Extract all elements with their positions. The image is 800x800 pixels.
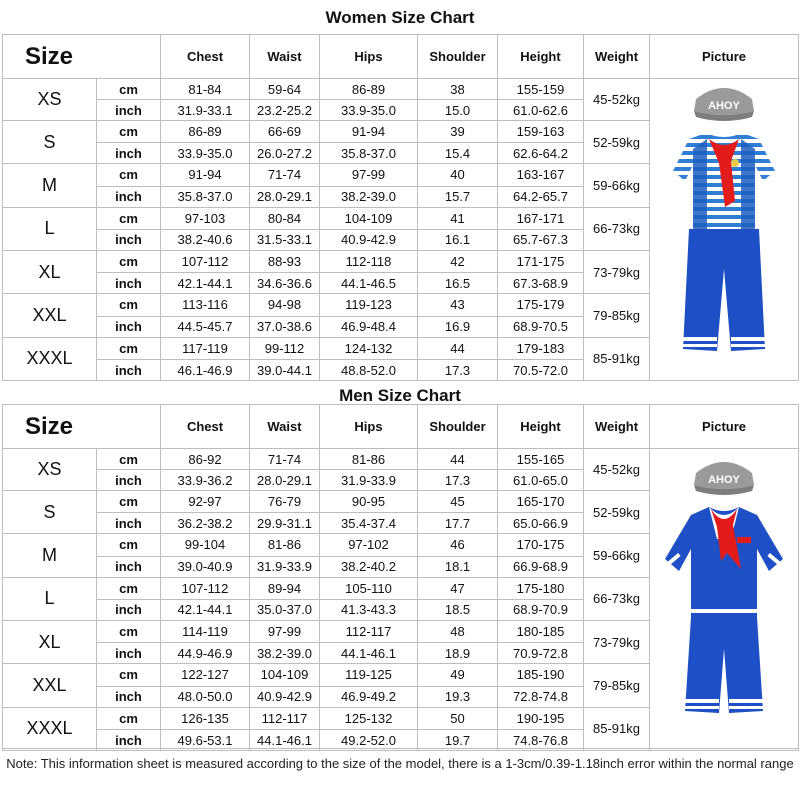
measurement-cell: 81-84 bbox=[161, 79, 250, 100]
size-header: Size bbox=[3, 35, 161, 79]
men-size-chart-title: Men Size Chart bbox=[339, 386, 461, 405]
men-costume-image bbox=[651, 449, 797, 747]
measurement-cell: 94-98 bbox=[250, 294, 320, 316]
weight-cell: 79-85kg bbox=[584, 294, 650, 337]
unit-label: cm bbox=[97, 620, 161, 642]
measurement-cell: 35.8-37.0 bbox=[320, 143, 418, 164]
unit-label: inch bbox=[97, 360, 161, 381]
weight-cell: 45-52kg bbox=[584, 79, 650, 121]
table-row bbox=[3, 79, 799, 100]
measurement-cell: 185-190 bbox=[498, 664, 584, 686]
blue-shorts-icon bbox=[683, 229, 765, 351]
blue-shorts-icon bbox=[685, 617, 763, 713]
measurement-cell: 47 bbox=[418, 577, 498, 599]
weight-cell: 52-59kg bbox=[584, 121, 650, 164]
measurement-cell: 190-195 bbox=[498, 707, 584, 729]
measurement-cell: 44.9-46.9 bbox=[161, 643, 250, 664]
hips-header: Hips bbox=[320, 405, 418, 449]
weight-header: Weight bbox=[584, 405, 650, 449]
measurement-cell: 44 bbox=[418, 449, 498, 470]
measurement-cell: 112-117 bbox=[320, 620, 418, 642]
measurement-cell: 86-89 bbox=[320, 79, 418, 100]
waist-header: Waist bbox=[250, 35, 320, 79]
measurement-cell: 16.9 bbox=[418, 316, 498, 337]
measurement-cell: 97-99 bbox=[250, 620, 320, 642]
measurement-cell: 165-170 bbox=[498, 491, 584, 513]
size-label: M bbox=[3, 164, 97, 207]
picture-cell bbox=[650, 449, 799, 751]
measurement-cell: 107-112 bbox=[161, 577, 250, 599]
measurement-cell: 35.0-37.0 bbox=[250, 599, 320, 620]
measurement-cell: 44.1-46.5 bbox=[320, 273, 418, 294]
unit-label: inch bbox=[97, 470, 161, 491]
shoulder-header: Shoulder bbox=[418, 35, 498, 79]
height-header: Height bbox=[498, 405, 584, 449]
measurement-cell: 175-179 bbox=[498, 294, 584, 316]
measurement-cell: 15.7 bbox=[418, 186, 498, 207]
unit-label: inch bbox=[97, 556, 161, 577]
measurement-cell: 34.6-36.6 bbox=[250, 273, 320, 294]
measurement-cell: 46.9-49.2 bbox=[320, 686, 418, 707]
measurement-cell: 99-104 bbox=[161, 534, 250, 556]
measurement-cell: 59-64 bbox=[250, 79, 320, 100]
measurement-cell: 33.9-35.0 bbox=[320, 100, 418, 121]
measurement-cell: 39 bbox=[418, 121, 498, 143]
measurement-cell: 50 bbox=[418, 707, 498, 729]
weight-cell: 66-73kg bbox=[584, 207, 650, 250]
measurement-cell: 44.1-46.1 bbox=[320, 643, 418, 664]
measurement-cell: 66-69 bbox=[250, 121, 320, 143]
measurement-cell: 71-74 bbox=[250, 164, 320, 186]
measurement-cell: 33.9-36.2 bbox=[161, 470, 250, 491]
weight-cell: 73-79kg bbox=[584, 250, 650, 293]
measurement-cell: 97-103 bbox=[161, 207, 250, 229]
measurement-cell: 40.9-42.9 bbox=[250, 686, 320, 707]
picture-header: Picture bbox=[650, 35, 799, 79]
measurement-cell: 36.2-38.2 bbox=[161, 513, 250, 534]
chest-header: Chest bbox=[161, 35, 250, 79]
measurement-cell: 179-183 bbox=[498, 337, 584, 359]
measurement-cell: 49.2-52.0 bbox=[320, 730, 418, 751]
unit-label: inch bbox=[97, 186, 161, 207]
measurement-cell: 155-165 bbox=[498, 449, 584, 470]
sailor-shirt-icon bbox=[665, 507, 783, 617]
measurement-cell: 44 bbox=[418, 337, 498, 359]
measurement-cell: 97-102 bbox=[320, 534, 418, 556]
unit-label: cm bbox=[97, 164, 161, 186]
measurement-cell: 76-79 bbox=[250, 491, 320, 513]
unit-label: cm bbox=[97, 664, 161, 686]
measurement-cell: 49.6-53.1 bbox=[161, 730, 250, 751]
measurement-cell: 26.0-27.2 bbox=[250, 143, 320, 164]
measurement-cell: 65.7-67.3 bbox=[498, 229, 584, 250]
unit-label: cm bbox=[97, 294, 161, 316]
measurement-cell: 61.0-65.0 bbox=[498, 470, 584, 491]
size-label: XXXL bbox=[3, 707, 97, 750]
unit-label: inch bbox=[97, 273, 161, 294]
measurement-note: Note: This information sheet is measured according to the size of the model, there is a 1-3cm/0.39-1.18inch error within the normal range bbox=[2, 748, 798, 798]
measurement-cell: 31.9-33.1 bbox=[161, 100, 250, 121]
measurement-cell: 91-94 bbox=[320, 121, 418, 143]
unit-label: inch bbox=[97, 686, 161, 707]
measurement-cell: 167-171 bbox=[498, 207, 584, 229]
size-label: XXL bbox=[3, 294, 97, 337]
weight-cell: 59-66kg bbox=[584, 534, 650, 577]
measurement-cell: 91-94 bbox=[161, 164, 250, 186]
measurement-cell: 35.4-37.4 bbox=[320, 513, 418, 534]
unit-label: inch bbox=[97, 143, 161, 164]
sailor-hat-icon bbox=[694, 88, 754, 121]
size-header: Size bbox=[3, 405, 161, 449]
measurement-cell: 155-159 bbox=[498, 79, 584, 100]
measurement-cell: 62.6-64.2 bbox=[498, 143, 584, 164]
men-size-table bbox=[2, 404, 799, 751]
measurement-cell: 19.3 bbox=[418, 686, 498, 707]
weight-cell: 85-91kg bbox=[584, 337, 650, 380]
height-header: Height bbox=[498, 35, 584, 79]
measurement-cell: 71-74 bbox=[250, 449, 320, 470]
size-label: XXXL bbox=[3, 337, 97, 380]
measurement-cell: 48.0-50.0 bbox=[161, 686, 250, 707]
measurement-cell: 175-180 bbox=[498, 577, 584, 599]
measurement-cell: 81-86 bbox=[250, 534, 320, 556]
weight-cell: 66-73kg bbox=[584, 577, 650, 620]
measurement-cell: 39.0-40.9 bbox=[161, 556, 250, 577]
unit-label: cm bbox=[97, 577, 161, 599]
unit-label: inch bbox=[97, 513, 161, 534]
measurement-cell: 38.2-39.0 bbox=[250, 643, 320, 664]
measurement-cell: 88-93 bbox=[250, 250, 320, 272]
unit-label: cm bbox=[97, 491, 161, 513]
weight-cell: 73-79kg bbox=[584, 620, 650, 663]
measurement-cell: 17.3 bbox=[418, 470, 498, 491]
measurement-cell: 33.9-35.0 bbox=[161, 143, 250, 164]
waist-header: Waist bbox=[250, 405, 320, 449]
measurement-cell: 92-97 bbox=[161, 491, 250, 513]
measurement-cell: 112-117 bbox=[250, 707, 320, 729]
measurement-cell: 86-89 bbox=[161, 121, 250, 143]
measurement-cell: 18.5 bbox=[418, 599, 498, 620]
women-costume-image bbox=[651, 79, 797, 377]
measurement-cell: 68.9-70.5 bbox=[498, 316, 584, 337]
shoulder-header: Shoulder bbox=[418, 405, 498, 449]
measurement-cell: 46.9-48.4 bbox=[320, 316, 418, 337]
women-size-table bbox=[2, 34, 799, 381]
unit-label: cm bbox=[97, 534, 161, 556]
measurement-cell: 72.8-74.8 bbox=[498, 686, 584, 707]
measurement-cell: 48 bbox=[418, 620, 498, 642]
striped-shirt-icon bbox=[673, 133, 775, 229]
measurement-cell: 28.0-29.1 bbox=[250, 470, 320, 491]
measurement-cell: 70.9-72.8 bbox=[498, 643, 584, 664]
measurement-cell: 163-167 bbox=[498, 164, 584, 186]
measurement-cell: 119-123 bbox=[320, 294, 418, 316]
measurement-cell: 16.1 bbox=[418, 229, 498, 250]
measurement-cell: 66.9-68.9 bbox=[498, 556, 584, 577]
measurement-cell: 48.8-52.0 bbox=[320, 360, 418, 381]
measurement-cell: 86-92 bbox=[161, 449, 250, 470]
measurement-cell: 46.1-46.9 bbox=[161, 360, 250, 381]
measurement-cell: 105-110 bbox=[320, 577, 418, 599]
measurement-cell: 45 bbox=[418, 491, 498, 513]
measurement-cell: 112-118 bbox=[320, 250, 418, 272]
weight-cell: 85-91kg bbox=[584, 707, 650, 750]
measurement-cell: 15.0 bbox=[418, 100, 498, 121]
measurement-cell: 43 bbox=[418, 294, 498, 316]
size-label: XL bbox=[3, 250, 97, 293]
measurement-cell: 42.1-44.1 bbox=[161, 599, 250, 620]
weight-cell: 45-52kg bbox=[584, 449, 650, 491]
unit-label: cm bbox=[97, 121, 161, 143]
measurement-cell: 104-109 bbox=[320, 207, 418, 229]
measurement-cell: 16.5 bbox=[418, 273, 498, 294]
measurement-cell: 15.4 bbox=[418, 143, 498, 164]
unit-label: inch bbox=[97, 730, 161, 751]
hips-header: Hips bbox=[320, 35, 418, 79]
table-row bbox=[3, 449, 799, 470]
size-label: S bbox=[3, 491, 97, 534]
measurement-cell: 126-135 bbox=[161, 707, 250, 729]
unit-label: cm bbox=[97, 707, 161, 729]
unit-label: inch bbox=[97, 316, 161, 337]
measurement-cell: 68.9-70.9 bbox=[498, 599, 584, 620]
size-label: XS bbox=[3, 449, 97, 491]
measurement-cell: 124-132 bbox=[320, 337, 418, 359]
measurement-cell: 113-116 bbox=[161, 294, 250, 316]
size-label: L bbox=[3, 207, 97, 250]
measurement-cell: 39.0-44.1 bbox=[250, 360, 320, 381]
size-label: L bbox=[3, 577, 97, 620]
unit-label: inch bbox=[97, 643, 161, 664]
unit-label: inch bbox=[97, 100, 161, 121]
measurement-cell: 49 bbox=[418, 664, 498, 686]
measurement-cell: 97-99 bbox=[320, 164, 418, 186]
measurement-cell: 40.9-42.9 bbox=[320, 229, 418, 250]
measurement-cell: 117-119 bbox=[161, 337, 250, 359]
measurement-cell: 38.2-39.0 bbox=[320, 186, 418, 207]
measurement-cell: 46 bbox=[418, 534, 498, 556]
measurement-cell: 29.9-31.1 bbox=[250, 513, 320, 534]
measurement-cell: 125-132 bbox=[320, 707, 418, 729]
measurement-cell: 28.0-29.1 bbox=[250, 186, 320, 207]
measurement-cell: 18.1 bbox=[418, 556, 498, 577]
size-label: XS bbox=[3, 79, 97, 121]
unit-label: cm bbox=[97, 207, 161, 229]
measurement-cell: 38 bbox=[418, 79, 498, 100]
measurement-cell: 42.1-44.1 bbox=[161, 273, 250, 294]
chest-header: Chest bbox=[161, 405, 250, 449]
measurement-cell: 89-94 bbox=[250, 577, 320, 599]
measurement-cell: 23.2-25.2 bbox=[250, 100, 320, 121]
women-size-chart-title: Women Size Chart bbox=[325, 8, 475, 27]
measurement-cell: 42 bbox=[418, 250, 498, 272]
measurement-cell: 159-163 bbox=[498, 121, 584, 143]
measurement-cell: 31.9-33.9 bbox=[320, 470, 418, 491]
measurement-cell: 31.5-33.1 bbox=[250, 229, 320, 250]
measurement-cell: 67.3-68.9 bbox=[498, 273, 584, 294]
unit-label: cm bbox=[97, 79, 161, 100]
weight-cell: 52-59kg bbox=[584, 491, 650, 534]
measurement-cell: 37.0-38.6 bbox=[250, 316, 320, 337]
size-label: XXL bbox=[3, 664, 97, 707]
measurement-cell: 180-185 bbox=[498, 620, 584, 642]
measurement-cell: 64.2-65.7 bbox=[498, 186, 584, 207]
size-label: XL bbox=[3, 620, 97, 663]
measurement-cell: 107-112 bbox=[161, 250, 250, 272]
measurement-cell: 38.2-40.2 bbox=[320, 556, 418, 577]
measurement-cell: 17.7 bbox=[418, 513, 498, 534]
weight-cell: 59-66kg bbox=[584, 164, 650, 207]
picture-header: Picture bbox=[650, 405, 799, 449]
unit-label: cm bbox=[97, 337, 161, 359]
measurement-cell: 41.3-43.3 bbox=[320, 599, 418, 620]
measurement-cell: 171-175 bbox=[498, 250, 584, 272]
measurement-cell: 17.3 bbox=[418, 360, 498, 381]
measurement-cell: 104-109 bbox=[250, 664, 320, 686]
measurement-cell: 74.8-76.8 bbox=[498, 730, 584, 751]
unit-label: cm bbox=[97, 250, 161, 272]
svg-text:AHOY: AHOY bbox=[708, 100, 740, 112]
measurement-cell: 35.8-37.0 bbox=[161, 186, 250, 207]
measurement-cell: 170-175 bbox=[498, 534, 584, 556]
measurement-cell: 90-95 bbox=[320, 491, 418, 513]
svg-text:AHOY: AHOY bbox=[708, 474, 740, 486]
measurement-cell: 40 bbox=[418, 164, 498, 186]
measurement-cell: 99-112 bbox=[250, 337, 320, 359]
size-label: S bbox=[3, 121, 97, 164]
measurement-cell: 61.0-62.6 bbox=[498, 100, 584, 121]
measurement-cell: 38.2-40.6 bbox=[161, 229, 250, 250]
measurement-cell: 114-119 bbox=[161, 620, 250, 642]
measurement-cell: 122-127 bbox=[161, 664, 250, 686]
measurement-cell: 19.7 bbox=[418, 730, 498, 751]
measurement-cell: 44.1-46.1 bbox=[250, 730, 320, 751]
unit-label: inch bbox=[97, 229, 161, 250]
sailor-hat-icon bbox=[694, 462, 754, 495]
measurement-cell: 70.5-72.0 bbox=[498, 360, 584, 381]
unit-label: cm bbox=[97, 449, 161, 470]
measurement-cell: 31.9-33.9 bbox=[250, 556, 320, 577]
measurement-cell: 65.0-66.9 bbox=[498, 513, 584, 534]
measurement-cell: 119-125 bbox=[320, 664, 418, 686]
size-label: M bbox=[3, 534, 97, 577]
measurement-cell: 18.9 bbox=[418, 643, 498, 664]
measurement-cell: 81-86 bbox=[320, 449, 418, 470]
measurement-cell: 80-84 bbox=[250, 207, 320, 229]
weight-header: Weight bbox=[584, 35, 650, 79]
measurement-cell: 41 bbox=[418, 207, 498, 229]
measurement-cell: 44.5-45.7 bbox=[161, 316, 250, 337]
picture-cell bbox=[650, 79, 799, 381]
unit-label: inch bbox=[97, 599, 161, 620]
weight-cell: 79-85kg bbox=[584, 664, 650, 707]
